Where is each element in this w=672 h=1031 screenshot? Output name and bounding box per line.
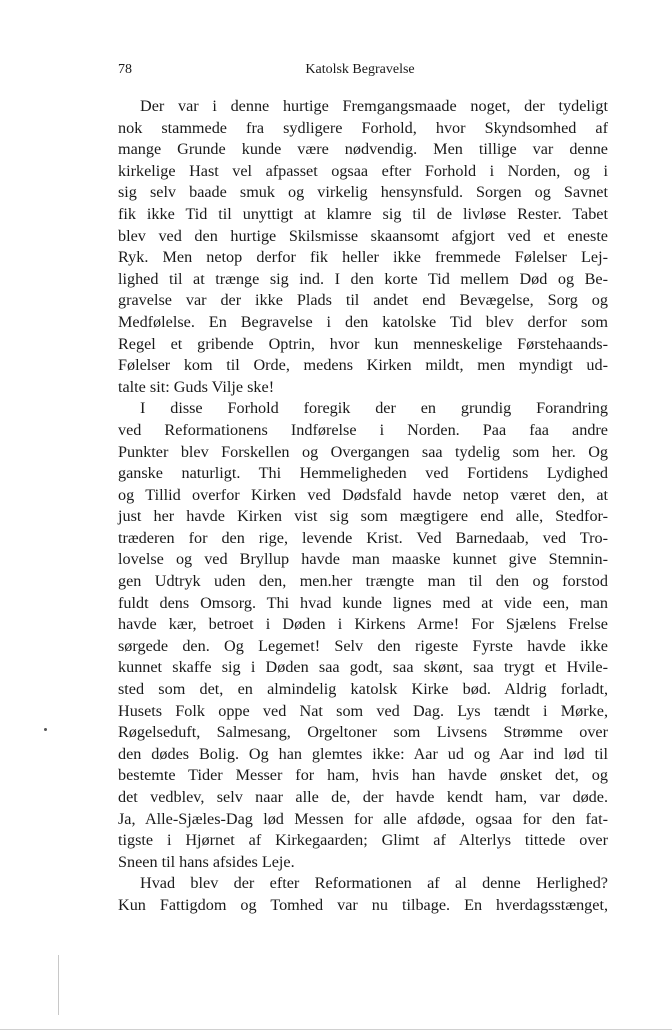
text-line: nok stammede fra sydligere Forhold, hvor Skyndsomhed af (118, 118, 608, 137)
text-line: mange Grunde kunde være nødvendig. Men tillige var denne (118, 140, 608, 159)
text-line: gen Udtryk uden den, men.her trængte man til den og forstod (118, 572, 608, 591)
text-line: bestemte Tider Messer for ham, hvis han havde ønsket det, og (118, 766, 608, 785)
text-line: Punkter blev Forskellen og Overgangen saa tydelig som her. Og (118, 442, 608, 461)
text-line: og Tillid overfor Kirken ved Dødsfald havde netop været den, at (118, 485, 608, 504)
text-line: Regel et gribende Optrin, hvor kun menneskelige Førstehaands- (118, 334, 608, 353)
scan-bottom-edge (0, 1029, 672, 1030)
text-line: Husets Folk oppe ved Nat som ved Dag. Lys tændt i Mørke, (118, 701, 608, 720)
body-text (118, 96, 608, 917)
text-line: Ryk. Men netop derfor fik heller ikke fremmede Følelser Lej- (118, 248, 608, 267)
page-number: 78 (118, 62, 132, 77)
text-line: ganske naturligt. Thi Hemmeligheden ved Fortidens Lydighed (118, 464, 608, 483)
scan-edge-mark (58, 955, 59, 1015)
text-line: lighed til at trænge sig ind. I den korte Tid mellem Død og Be- (118, 269, 608, 288)
text-line: det vedblev, selv naar alle de, der havde kendt ham, var døde. (118, 788, 608, 806)
text-line: tigste i Hjørnet af Kirkegaarden; Glimt af Alterlys tittede over (118, 831, 608, 850)
text-line: lovelse og ved Bryllup havde man maaske kunnet give Stemnin- (118, 550, 608, 569)
text-line: den dødes Bolig. Og han glemtes ikke: Aar ud og Aar ind lød til (118, 744, 608, 763)
text-line: blev ved den hurtige Skilsmisse skaansomt afgjort ved et eneste (118, 226, 608, 245)
text-line: just her havde Kirken vist sig som mægtigere end alle, Stedfor- (118, 507, 608, 526)
text-line: talte sit: Guds Vilje ske! (118, 377, 275, 396)
text-line: Ja, Alle-Sjæles-Dag lød Messen for alle afdøde, ogsaa for den fat- (118, 809, 608, 828)
text-line: Hvad blev der efter Reformationen af al denne Herlighed? (140, 874, 608, 893)
text-line: Kun Fattigdom og Tomhed var nu tilbage. En hverdagsstænget, (118, 895, 608, 914)
text-line: havde kær, betroet i Døden i Kirkens Arme! For Sjælens Frelse (118, 615, 608, 634)
text-line: gravelse var der ikke Plads til andet end Bevægelse, Sorg og (118, 291, 608, 310)
text-line: sørgede den. Og Legemet! Selv den rigeste Fyrste havde ikke (118, 636, 608, 655)
text-line: sig selv baade smuk og virkelig hensynsfuld. Sorgen og Savnet (118, 183, 608, 202)
text-line: Følelser kom til Orde, medens Kirken mildt, men myndigt ud- (118, 356, 608, 375)
text-line: I disse Forhold foregik der en grundig Forandring (140, 399, 608, 418)
text-line: Der var i denne hurtige Fremgangsmaade noget, der tydeligt (140, 97, 608, 115)
text-line: sted som det, en almindelig katolsk Kirke bød. Aldrig forladt, (118, 680, 608, 699)
text-line: kirkelige Hast vel afpasset ogsaa efter Forhold i Norden, og i (118, 161, 608, 180)
text-line: Sneen til hans afsides Leje. (118, 852, 295, 871)
text-line: Røgelseduft, Salmesang, Orgeltoner som Livsens Strømme over (118, 723, 608, 742)
page-header (118, 62, 602, 82)
text-line: Medfølelse. En Begravelse i den katolske Tid blev derfor som (118, 312, 608, 331)
running-title: Katolsk Begravelse (305, 62, 415, 77)
text-line: fik ikke Tid til unyttigt at klamre sig til de livløse Rester. Tabet (118, 204, 608, 223)
text-line: ved Reformationens Indførelse i Norden. Paa faa andre (118, 420, 608, 439)
text-line: fuldt dens Omsorg. Thi hvad kunde lignes med at vide een, man (118, 593, 608, 612)
text-line: træderen for den rige, levende Krist. Ved Barnedaab, ved Tro- (118, 528, 608, 547)
text-line: kunnet skaffe sig i Døden saa godt, saa skønt, saa trygt et Hvile- (118, 658, 608, 677)
paper-speck (44, 728, 47, 731)
